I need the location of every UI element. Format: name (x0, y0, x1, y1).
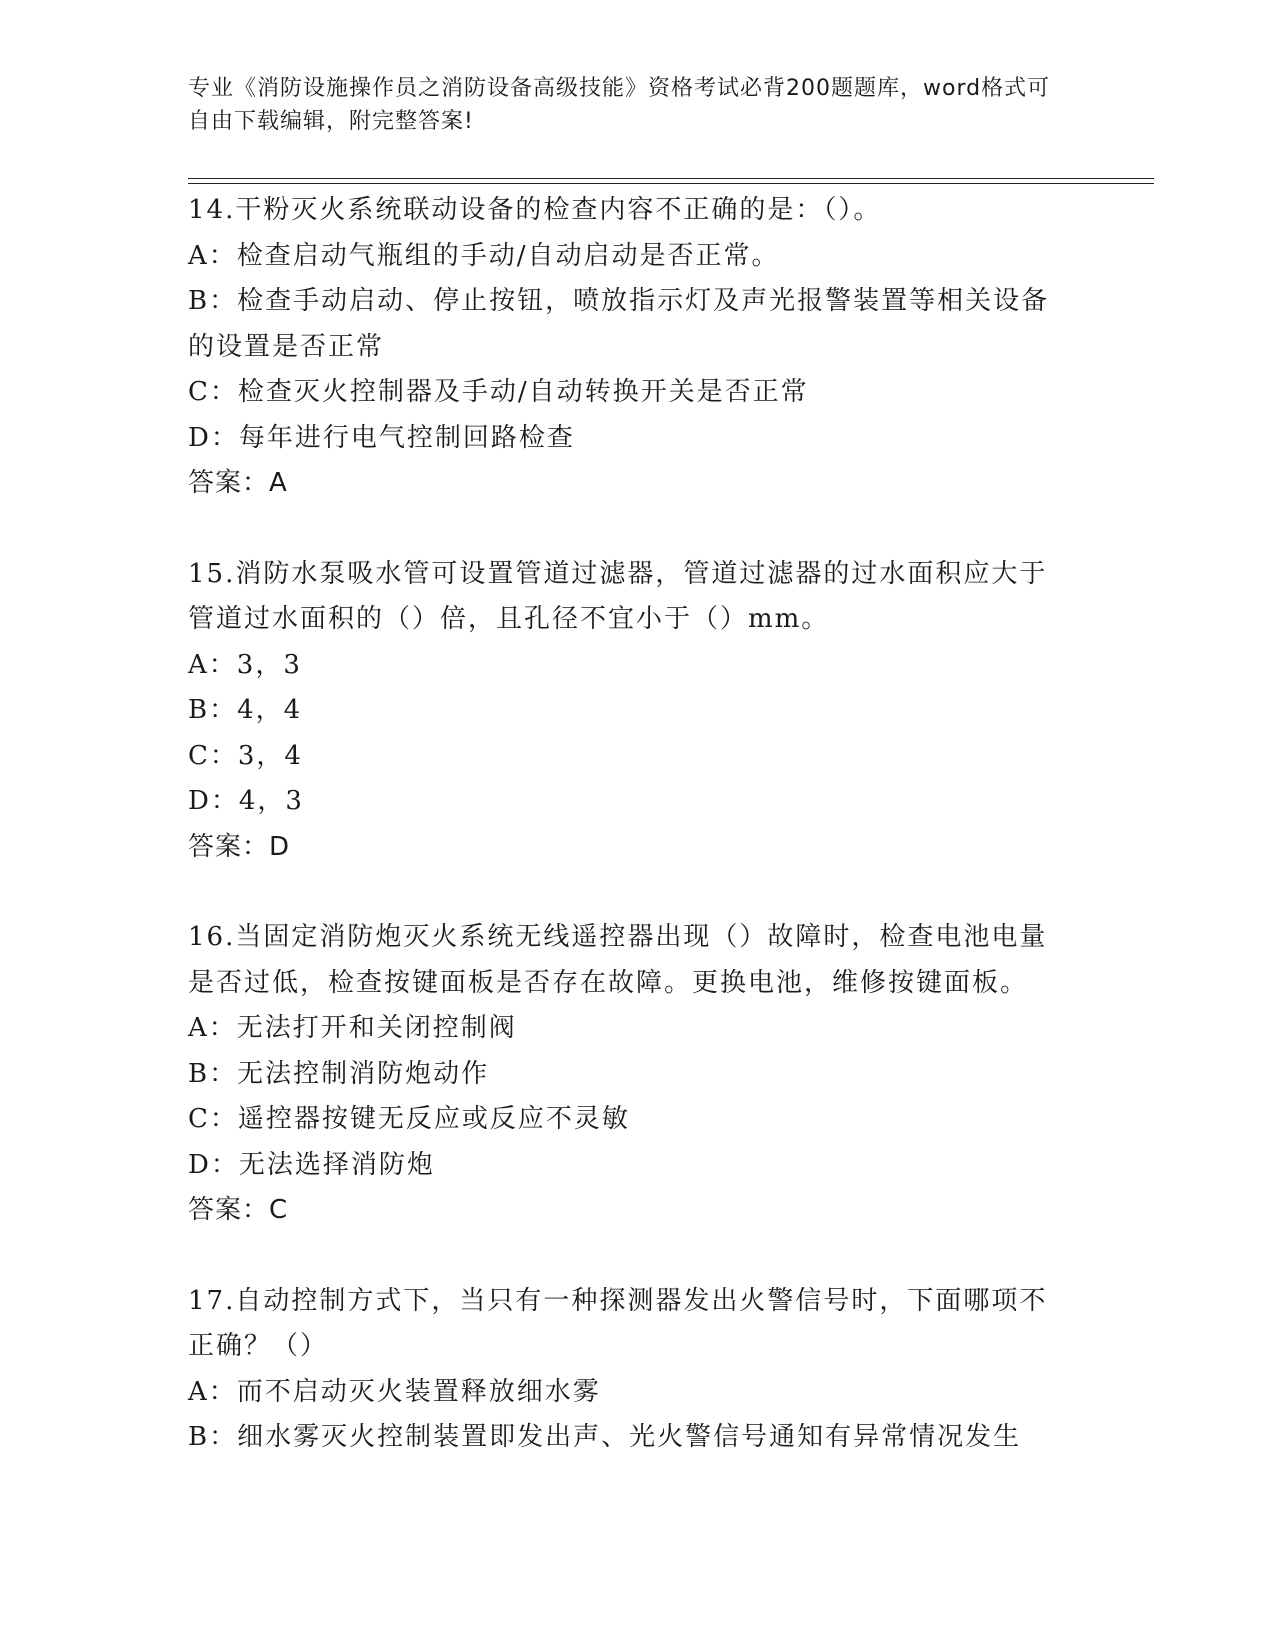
question-stem: 15.消防水泵吸水管可设置管道过滤器，管道过滤器的过水面积应大于管道过水面积的（）倍，且孔径不宜小于（）mm。 (188, 558, 1048, 634)
answer-label: 答案：D (188, 831, 291, 862)
option-c: C：检查灭火控制器及手动/自动转换开关是否正常 (188, 377, 809, 407)
question-stem: 16.当固定消防炮灭火系统无线遥控器出现（）故障时，检查电池电量是否过低，检查按键面板是否存在故障。更换电池，维修按键面板。 (188, 922, 1048, 998)
option-a: A：检查启动气瓶组的手动/自动启动是否正常。 (188, 240, 780, 271)
answer-label: 答案：A (188, 468, 288, 498)
option-b: B：无法控制消防炮动作 (188, 1058, 490, 1089)
question-stem: 14.干粉灭火系统联动设备的检查内容不正确的是：（）。 (188, 195, 882, 225)
option-c: C：遥控器按键无反应或反应不灵敏 (188, 1104, 630, 1134)
question-14 (188, 188, 1068, 507)
document-header: 专业《消防设施操作员之消防设备高级技能》资格考试必背200题题库，word格式可自由下载编辑，附完整答案! (188, 76, 1051, 134)
option-c: C：3，4 (188, 740, 303, 771)
question-17 (188, 1279, 1068, 1461)
answer-label: 答案：C (188, 1195, 289, 1225)
option-a: A：而不启动灭火装置释放细水雾 (188, 1376, 601, 1407)
option-b: B：4，4 (188, 695, 303, 725)
option-d: D：4，3 (188, 786, 304, 816)
option-b: B：细水雾灭火控制装置即发出声、光火警信号通知有异常情况发生 (188, 1422, 1022, 1452)
header-divider-top (188, 178, 1154, 179)
question-list (188, 188, 1068, 1461)
option-a: A：3，3 (188, 649, 302, 680)
header-divider-bottom (188, 183, 1154, 184)
question-16 (188, 915, 1068, 1234)
question-15 (188, 552, 1068, 871)
question-stem: 17.自动控制方式下，当只有一种探测器发出火警信号时，下面哪项不正确？（） (188, 1285, 1048, 1361)
option-a: A：无法打开和关闭控制阀 (188, 1013, 517, 1043)
option-d: D：每年进行电气控制回路检查 (188, 422, 575, 453)
option-d: D：无法选择消防炮 (188, 1149, 435, 1180)
option-b: B：检查手动启动、停止按钮，喷放指示灯及声光报警装置等相关设备的设置是否正常 (188, 286, 1050, 362)
